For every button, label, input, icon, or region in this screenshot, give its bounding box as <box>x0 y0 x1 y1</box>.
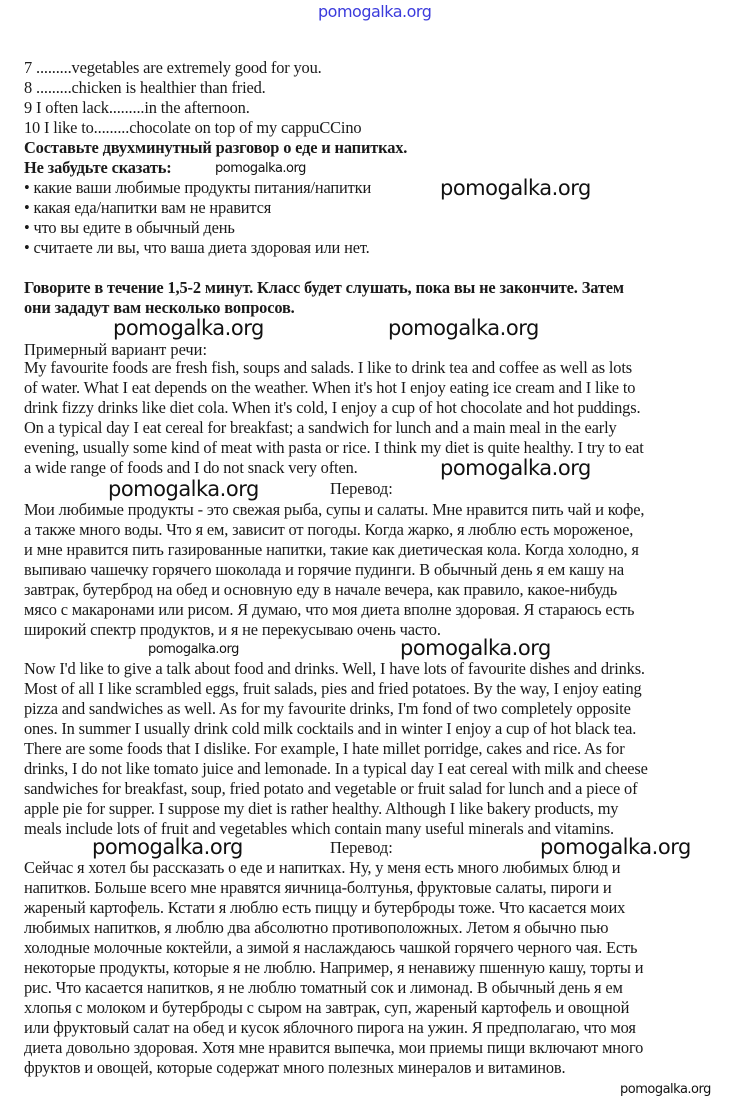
text-line: meals include lots of fruit and vegetables which contain many useful minerals and vitamins. <box>24 819 614 838</box>
text-line: a wide range of foods and I do not snack very often. <box>24 458 358 477</box>
text-line: My favourite foods are fresh fish, soups and salads. I like to drink tea and coffee as well as lots <box>24 358 632 377</box>
text-line: 7 .........vegetables are extremely good for you. <box>24 58 322 77</box>
text-line: Говорите в течение 1,5-2 минут. Класс будет слушать, пока вы не закончите. Затем <box>24 278 624 297</box>
watermark: pomogalka.org <box>215 161 306 176</box>
text-line: • какая еда/напитки вам не нравится <box>24 198 272 217</box>
watermark: pomogalka.org <box>400 636 551 660</box>
text-line: или фруктовый салат на обед и кусок яблочного пирога на ужин. Я предполагаю, что моя <box>24 1018 636 1037</box>
text-line: некоторые продукты, которые я не люблю. Например, я ненавижу пшенную кашу, торты и <box>24 958 644 977</box>
task-bullet-list <box>24 178 371 258</box>
text-line: • что вы едите в обычный день <box>24 218 235 237</box>
text-line: Most of all I like scrambled eggs, fruit salads, pies and fried potatoes. By the way, I enjoy eating <box>24 679 642 698</box>
text-line: Now I'd like to give a talk about food and drinks. Well, I have lots of favourite dishes and drinks. <box>24 659 645 678</box>
exercise-sentences <box>24 58 361 138</box>
text-line: а также много воды. Что я ем, зависит от погоды. Когда жарко, я люблю есть мороженое, <box>24 520 634 539</box>
text-line: холодные молочные коктейли, а зимой я наслаждаюсь чашкой горячего черного чая. Есть <box>24 938 638 957</box>
text-line: sandwiches for breakfast, soup, fried potato and vegetable or fruit salad for lunch and a piece of <box>24 779 638 798</box>
text-line: любимых напитков, я люблю два абсолютно противоположных. Летом я обычно пью <box>24 918 609 937</box>
text-line: выпиваю чашечку горячего шоколада и горячие пудинги. В обычный день я ем кашу на <box>24 560 624 579</box>
watermark: pomogalka.org <box>92 835 243 859</box>
text-line: рис. Что касается напитков, я не люблю томатный сок и лимонад. В обычный день я ем <box>24 978 623 997</box>
text-line: pizza and sandwiches as well. As for my favourite drinks, I'm fond of two completely opposite <box>24 699 631 718</box>
text-line: хлопья с молоком и бутерброды с сыром на завтрак, суп, жареный картофель и овощной <box>24 998 630 1017</box>
text-line: диета довольно здоровая. Хотя мне нравится выпечка, мои приемы пищи включают много <box>24 1038 644 1057</box>
text-line: 9 I often lack.........in the afternoon. <box>24 98 250 117</box>
text-line: напитков. Больше всего мне нравятся яичница-болтунья, фруктовые салаты, пироги и <box>24 878 612 897</box>
text-line: There are some foods that I dislike. For example, I hate millet porridge, cakes and rice. As for <box>24 739 625 758</box>
text-line: широкий спектр продуктов, и я не перекусываю очень часто. <box>24 620 441 639</box>
watermark: pomogalka.org <box>113 316 264 340</box>
text-line: Мои любимые продукты - это свежая рыба, супы и салаты. Мне нравится пить чай и кофе, <box>24 500 645 519</box>
watermark: pomogalka.org <box>108 477 259 501</box>
text-line: • какие ваши любимые продукты питания/напитки <box>24 178 372 197</box>
text-line: • считаете ли вы, что ваша диета здоровая или нет. <box>24 238 370 257</box>
header-watermark[interactable]: pomogalka.org <box>318 2 432 21</box>
watermark: pomogalka.org <box>440 176 591 200</box>
text-line: они зададут вам несколько вопросов. <box>24 298 295 317</box>
translation-label-1: Перевод: <box>330 479 393 498</box>
text-line: и мне нравится пить газированные напитки, такие как диетическая кола. Когда холодно, я <box>24 540 639 559</box>
speaking-instruction <box>24 278 624 318</box>
text-line: ones. In summer I usually drink cold milk cocktails and in winter I enjoy a cup of hot black tea. <box>24 719 637 738</box>
watermark: pomogalka.org <box>148 642 239 657</box>
text-line: завтрак, бутерброд на обед и основную еду в начале вечера, как правило, какое-нибудь <box>24 580 618 599</box>
text-line: drink fizzy drinks like diet cola. When it's cold, I enjoy a cup of hot chocolate and hot puddings. <box>24 398 641 417</box>
text-line: evening, usually some kind of meat with pasta or rice. I think my diet is quite healthy. I try to eat <box>24 438 644 457</box>
watermark: pomogalka.org <box>440 456 591 480</box>
text-line: Не забудьте сказать: <box>24 158 172 177</box>
watermark: pomogalka.org <box>540 835 691 859</box>
watermark: pomogalka.org <box>620 1082 711 1097</box>
sample-speech-label: Примерный вариант речи: <box>24 340 208 359</box>
translation-2 <box>24 858 643 1078</box>
text-line: 8 .........chicken is healthier than fried. <box>24 78 266 97</box>
text-line: Сейчас я хотел бы рассказать о еде и напитках. Ну, у меня есть много любимых блюд и <box>24 858 621 877</box>
translation-1 <box>24 500 644 640</box>
sample-speech-2 <box>24 659 648 839</box>
text-line: Составьте двухминутный разговор о еде и напитках. <box>24 138 408 157</box>
text-line: On a typical day I eat cereal for breakfast; a sandwich for lunch and a main meal in the early <box>24 418 617 437</box>
watermark: pomogalka.org <box>388 316 539 340</box>
text-line: drinks, I do not like tomato juice and lemonade. In a typical day I eat cereal with milk and cheese <box>24 759 648 778</box>
text-line: жареный картофель. Кстати я люблю есть пиццу и бутерброды тоже. Что касается моих <box>24 898 626 917</box>
text-line: 10 I like to.........chocolate on top of my cappuCCino <box>24 118 362 137</box>
text-line: фруктов и овощей, которые содержат много полезных минералов и витаминов. <box>24 1058 566 1077</box>
translation-label-2: Перевод: <box>330 838 393 857</box>
text-line: apple pie for supper. I suppose my diet is rather healthy. Although I like bakery products, my <box>24 799 619 818</box>
text-line: мясо с макаронами или рисом. Я думаю, что моя диета вполне здоровая. Я стараюсь есть <box>24 600 635 619</box>
text-line: of water. What I eat depends on the weather. When it's hot I enjoy eating ice cream and I like to <box>24 378 636 397</box>
